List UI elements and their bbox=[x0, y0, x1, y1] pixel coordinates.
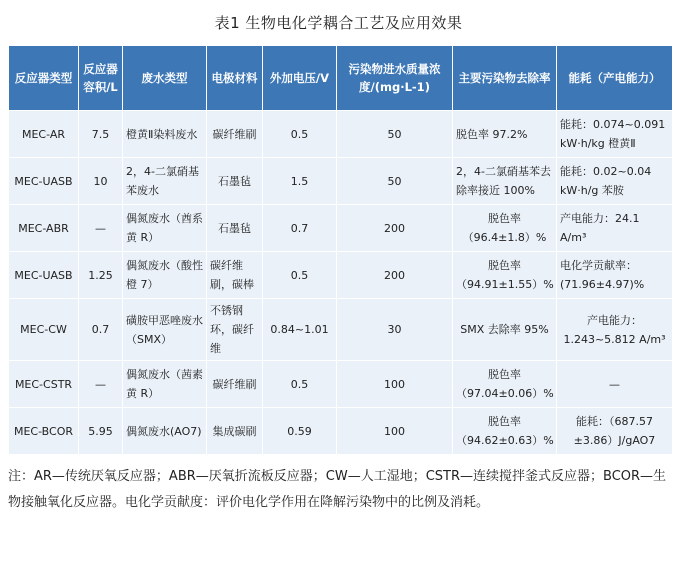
process-table bbox=[8, 46, 673, 455]
table-row bbox=[9, 299, 673, 361]
cell-energy: 能耗：0.074~0.091 kW·h/kg 橙黄Ⅱ bbox=[557, 111, 673, 158]
cell-wastewater: 2，4-二氯硝基苯废水 bbox=[123, 158, 207, 205]
cell-energy: 能耗：（687.57 ±3.86）J/gAO7 bbox=[557, 408, 673, 455]
table-row bbox=[9, 408, 673, 455]
cell-energy: 产电能力：1.243~5.812 A/m³ bbox=[557, 299, 673, 361]
cell-energy: 产电能力：24.1 A/m³ bbox=[557, 205, 673, 252]
cell-volume: — bbox=[79, 361, 123, 408]
header-volume: 反应器容积/L bbox=[79, 46, 123, 111]
header-concentration: 污染物进水质量浓度/(mg·L-1) bbox=[337, 46, 453, 111]
table-row bbox=[9, 361, 673, 408]
header-row bbox=[9, 46, 673, 111]
cell-energy: — bbox=[557, 361, 673, 408]
cell-wastewater: 偶氮废水（酸性橙 7） bbox=[123, 252, 207, 299]
cell-reactor: MEC-CW bbox=[9, 299, 79, 361]
cell-volume: 7.5 bbox=[79, 111, 123, 158]
cell-wastewater: 偶氮废水（茜素黄 R） bbox=[123, 361, 207, 408]
table-title: 表1 生物电化学耦合工艺及应用效果 bbox=[214, 14, 463, 32]
cell-concentration: 50 bbox=[337, 158, 453, 205]
cell-energy: 电化学贡献率：(71.96±4.97)% bbox=[557, 252, 673, 299]
cell-voltage: 0.7 bbox=[263, 205, 337, 252]
cell-voltage: 0.5 bbox=[263, 361, 337, 408]
cell-volume: 1.25 bbox=[79, 252, 123, 299]
cell-voltage: 0.5 bbox=[263, 111, 337, 158]
cell-voltage: 1.5 bbox=[263, 158, 337, 205]
cell-concentration: 200 bbox=[337, 205, 453, 252]
cell-electrode: 碳纤维刷，碳棒 bbox=[207, 252, 263, 299]
cell-volume: 10 bbox=[79, 158, 123, 205]
cell-reactor: MEC-ABR bbox=[9, 205, 79, 252]
cell-reactor: MEC-CSTR bbox=[9, 361, 79, 408]
cell-reactor: MEC-BCOR bbox=[9, 408, 79, 455]
cell-electrode: 碳纤维刷 bbox=[207, 111, 263, 158]
cell-wastewater: 偶氮废水(AO7) bbox=[123, 408, 207, 455]
cell-voltage: 0.84~1.01 bbox=[263, 299, 337, 361]
table-row bbox=[9, 205, 673, 252]
cell-electrode: 石墨毡 bbox=[207, 158, 263, 205]
cell-concentration: 100 bbox=[337, 408, 453, 455]
cell-voltage: 0.5 bbox=[263, 252, 337, 299]
cell-electrode: 不锈钢环，碳纤维 bbox=[207, 299, 263, 361]
cell-removal: 2，4-二氯硝基苯去除率接近 100% bbox=[453, 158, 557, 205]
header-removal-rate: 主要污染物去除率 bbox=[453, 46, 557, 111]
cell-volume: 0.7 bbox=[79, 299, 123, 361]
cell-removal: 脱色率（96.4±1.8）% bbox=[453, 205, 557, 252]
cell-wastewater: 磺胺甲恶唑废水（SMX） bbox=[123, 299, 207, 361]
header-electrode: 电极材料 bbox=[207, 46, 263, 111]
cell-electrode: 集成碳刷 bbox=[207, 408, 263, 455]
cell-removal: 脱色率（94.62±0.63）% bbox=[453, 408, 557, 455]
cell-reactor: MEC-UASB bbox=[9, 252, 79, 299]
table-row bbox=[9, 158, 673, 205]
cell-electrode: 石墨毡 bbox=[207, 205, 263, 252]
cell-reactor: MEC-UASB bbox=[9, 158, 79, 205]
cell-volume: 5.95 bbox=[79, 408, 123, 455]
cell-removal: SMX 去除率 95% bbox=[453, 299, 557, 361]
cell-electrode: 碳纤维刷 bbox=[207, 361, 263, 408]
cell-voltage: 0.59 bbox=[263, 408, 337, 455]
cell-wastewater: 橙黄Ⅱ染料废水 bbox=[123, 111, 207, 158]
header-energy: 能耗（产电能力） bbox=[557, 46, 673, 111]
cell-volume: — bbox=[79, 205, 123, 252]
cell-energy: 能耗：0.02~0.04 kW·h/g 苯胺 bbox=[557, 158, 673, 205]
cell-wastewater: 偶氮废水（酋系黄 R） bbox=[123, 205, 207, 252]
table-container bbox=[8, 46, 672, 455]
cell-removal: 脱色率 97.2% bbox=[453, 111, 557, 158]
table-footnote: 注：AR—传统厌氧反应器；ABR—厌氧折流板反应器；CW—人工湿地；CSTR—连续搅拌釜式反应器；BCOR—生物接触氧化反应器。电化学贡献度：评价电化学作用在降解污染物中的比例及消耗。 bbox=[8, 469, 667, 510]
cell-reactor: MEC-AR bbox=[9, 111, 79, 158]
cell-concentration: 30 bbox=[337, 299, 453, 361]
table-row bbox=[9, 252, 673, 299]
header-reactor-type: 反应器类型 bbox=[9, 46, 79, 111]
cell-removal: 脱色率（97.04±0.06）% bbox=[453, 361, 557, 408]
cell-concentration: 50 bbox=[337, 111, 453, 158]
header-wastewater-type: 废水类型 bbox=[123, 46, 207, 111]
cell-concentration: 200 bbox=[337, 252, 453, 299]
cell-concentration: 100 bbox=[337, 361, 453, 408]
header-voltage: 外加电压/V bbox=[263, 46, 337, 111]
cell-removal: 脱色率（94.91±1.55）% bbox=[453, 252, 557, 299]
table-row bbox=[9, 111, 673, 158]
